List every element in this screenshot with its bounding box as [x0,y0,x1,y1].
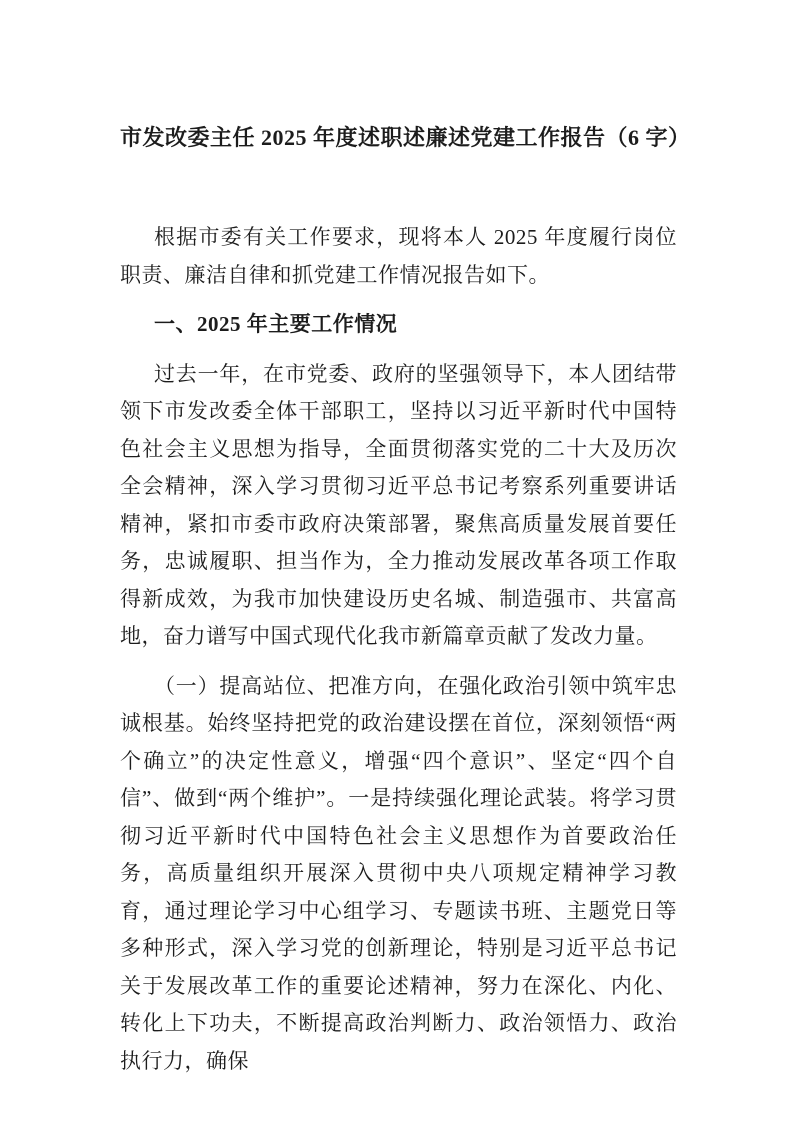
document-content [120,119,691,1092]
paragraph-intro: 根据市委有关工作要求，现将本人 2025 年度履行岗位职责、廉洁自律和抓党建工作情况报告如下。 [120,225,677,287]
section-heading-1: 一、2025 年主要工作情况 [154,312,398,336]
document-title: 市发改委主任 2025 年度述职述廉述党建工作报告（6 字） [120,125,691,150]
paragraph-item-1: （一）提高站位、把准方向，在强化政治引领中筑牢忠诚根基。始终坚持把党的政治建设摆在首位，深刻领悟“两个确立”的决定性意义，增强“四个意识”、坚定“四个自信”、做到“两个维护”。一是持续强化理论武装。将学习贯彻习近平新时代中国特色社会主义思想作为首要政治任务，高质量组织开展深入贯彻中央八项规定精神学习教育，通过理论学习中心组学习、专题读书班、主题党日等多种形式，深入学习党的创新理论，特别是习近平总书记关于发展改革工作的重要论述精神，努力在深化、内化、转化上下功夫，不断提高政治判断力、政治领悟力、政治执行力，确保 [120,673,677,1073]
paragraph-overview: 过去一年，在市党委、政府的坚强领导下，本人团结带领下市发改委全体干部职工，坚持以习近平新时代中国特色社会主义思想为指导，全面贯彻落实党的二十大及历次全会精神，深入学习贯彻习近平总书记考察系列重要讲话精神，紧扣市委市政府决策部署，聚焦高质量发展首要任务，忠诚履职、担当作为，全力推动发展改革各项工作取得新成效，为我市加快建设历史名城、制造强市、共富高地，奋力谱写中国式现代化我市新篇章贡献了发改力量。 [120,361,677,648]
